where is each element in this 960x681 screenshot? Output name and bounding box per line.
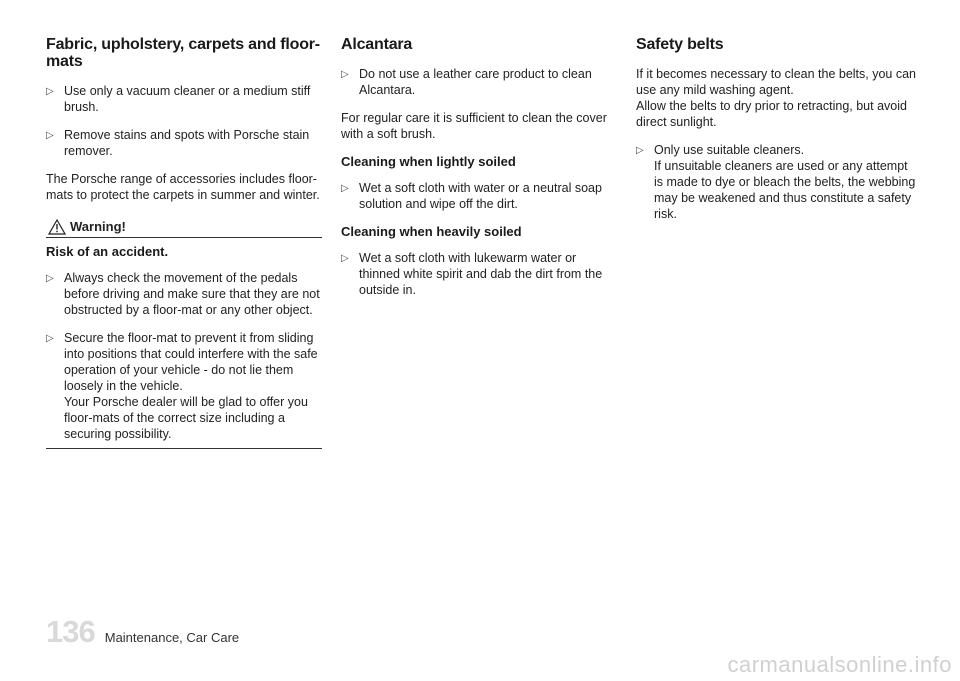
list-item <box>341 250 617 298</box>
suitable-cleaners-text: Only use suitable cleaners. <box>654 143 805 157</box>
triangle-right-icon: ▷ <box>46 273 54 284</box>
footer-section-title: Maintenance, Car Care <box>104 630 240 645</box>
list-item <box>46 83 322 115</box>
page-number: 136 <box>46 614 95 649</box>
triangle-right-icon: ▷ <box>636 145 644 156</box>
belts-paragraph-2: Allow the belts to dry prior to retracting, but avoid direct sunlight. <box>636 99 907 129</box>
page-footer <box>46 614 239 650</box>
warning-label: Warning! <box>70 219 126 234</box>
accessories-paragraph: The Porsche range of accessories includes floor-mats to protect the carpets in summer and winter. <box>46 172 320 202</box>
list-item <box>341 66 617 98</box>
list-item-text <box>654 142 916 222</box>
subheading-lightly-soiled: Cleaning when lightly soiled <box>341 154 516 169</box>
warning-header <box>46 219 322 238</box>
list-item-text: Always check the movement of the pedals before driving and make sure that they are not obstructed by a floor-mat or any other object. <box>64 271 320 317</box>
list-item-text: Do not use a leather care product to clean Alcantara. <box>359 67 592 97</box>
risk-title: Risk of an accident. <box>46 244 169 259</box>
triangle-right-icon: ▷ <box>341 69 349 80</box>
column-alcantara <box>341 36 617 310</box>
list-item <box>341 180 617 212</box>
watermark: carmanualsonline.info <box>727 652 952 677</box>
list-item <box>46 330 322 442</box>
list-item <box>636 142 916 222</box>
list-item-text: Use only a vacuum cleaner or a medium stiff brush. <box>64 84 311 114</box>
triangle-right-icon: ▷ <box>46 86 54 97</box>
unsuitable-cleaners-note: If unsuitable cleaners are used or any attempt is made to dye or bleach the belts, the webbing may be weakened and thus constitute a safety risk. <box>654 159 916 221</box>
triangle-right-icon: ▷ <box>341 253 349 264</box>
list-item-text: Wet a soft cloth with lukewarm water or thinned white spirit and dab the dirt from the outside in. <box>359 251 603 297</box>
list-item-text <box>64 330 322 442</box>
triangle-right-icon: ▷ <box>46 333 54 344</box>
triangle-right-icon: ▷ <box>46 130 54 141</box>
section-title-fabric: Fabric, upholstery, carpets and floor-mats <box>46 36 320 70</box>
section-title-safety-belts: Safety belts <box>636 36 724 53</box>
column-safety-belts <box>636 36 916 234</box>
triangle-right-icon: ▷ <box>341 183 349 194</box>
warning-end-rule <box>46 448 322 449</box>
column-fabric <box>46 36 322 449</box>
warning-triangle-icon <box>48 219 66 235</box>
floor-mat-secure-text: Secure the floor-mat to prevent it from sliding into positions that could interfere with the safe operation of your vehicle - do not lie them loosely in the vehicle. <box>64 331 318 393</box>
dealer-note: Your Porsche dealer will be glad to offer you floor-mats of the correct size including a securing possibility. <box>64 395 308 441</box>
regular-care-paragraph: For regular care it is sufficient to clean the cover with a soft brush. <box>341 111 607 141</box>
list-item-text: Remove stains and spots with Porsche stain remover. <box>64 128 310 158</box>
subheading-heavily-soiled: Cleaning when heavily soiled <box>341 224 522 239</box>
belts-paragraph-1: If it becomes necessary to clean the belts, you can use any mild washing agent. <box>636 67 917 97</box>
list-item-text: Wet a soft cloth with water or a neutral soap solution and wipe off the dirt. <box>359 181 602 211</box>
list-item <box>46 127 322 159</box>
section-title-alcantara: Alcantara <box>341 36 413 53</box>
list-item <box>46 270 322 318</box>
